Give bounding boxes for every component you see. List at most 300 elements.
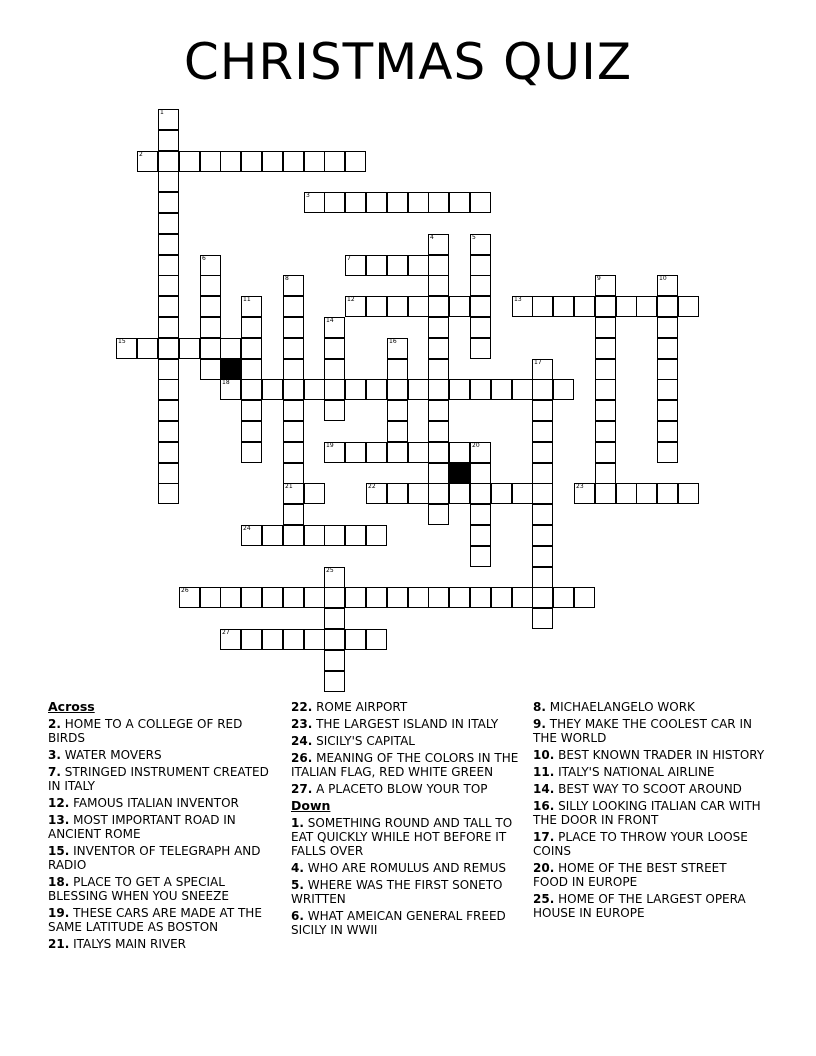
grid-cell[interactable] bbox=[657, 317, 678, 338]
grid-cell[interactable] bbox=[200, 317, 221, 338]
grid-cell[interactable] bbox=[241, 338, 262, 359]
grid-cell[interactable] bbox=[449, 296, 470, 317]
grid-cell[interactable] bbox=[428, 587, 449, 608]
grid-cell[interactable] bbox=[470, 379, 491, 400]
grid-cell[interactable] bbox=[387, 255, 408, 276]
grid-cell[interactable] bbox=[657, 379, 678, 400]
grid-cell[interactable] bbox=[595, 296, 616, 317]
grid-cell[interactable] bbox=[324, 525, 345, 546]
clue-number: 19 bbox=[326, 442, 334, 449]
grid-cell[interactable] bbox=[595, 379, 616, 400]
grid-cell[interactable] bbox=[345, 587, 366, 608]
grid-cell[interactable] bbox=[241, 442, 262, 463]
clue-number-label: 13. bbox=[48, 813, 70, 827]
grid-cell[interactable] bbox=[428, 192, 449, 213]
grid-cell[interactable] bbox=[241, 587, 262, 608]
grid-cell[interactable] bbox=[408, 587, 429, 608]
grid-cell[interactable] bbox=[512, 483, 533, 504]
clue-section-header: Across bbox=[48, 699, 95, 714]
clue-number: 25 bbox=[326, 567, 334, 574]
grid-cell[interactable] bbox=[470, 546, 491, 567]
clue-number: 10 bbox=[659, 275, 667, 282]
grid-cell[interactable] bbox=[657, 338, 678, 359]
grid-cell[interactable] bbox=[553, 379, 574, 400]
grid-cell[interactable] bbox=[616, 483, 637, 504]
grid-cell[interactable] bbox=[283, 442, 304, 463]
grid-cell[interactable] bbox=[283, 463, 304, 484]
grid-cell[interactable] bbox=[366, 255, 387, 276]
clue-item bbox=[533, 700, 765, 714]
clue-number: 11 bbox=[243, 296, 251, 303]
clue-text: PLACE TO THROW YOUR LOOSE COINS bbox=[533, 830, 748, 858]
grid-cell[interactable] bbox=[408, 255, 429, 276]
clue-text: WATER MOVERS bbox=[64, 748, 162, 762]
grid-cell[interactable] bbox=[595, 421, 616, 442]
clue-number-label: 3. bbox=[48, 748, 61, 762]
grid-cell[interactable] bbox=[657, 359, 678, 380]
grid-cell[interactable] bbox=[532, 379, 553, 400]
clue-number: 22 bbox=[368, 483, 376, 490]
grid-cell[interactable] bbox=[200, 338, 221, 359]
grid-cell[interactable] bbox=[387, 379, 408, 400]
grid-cell[interactable] bbox=[595, 317, 616, 338]
grid-cell[interactable] bbox=[158, 463, 179, 484]
clue-number-label: 7. bbox=[48, 765, 61, 779]
grid-cell[interactable] bbox=[428, 421, 449, 442]
grid-cell[interactable] bbox=[428, 463, 449, 484]
clue-number-label: 18. bbox=[48, 875, 70, 889]
clue-text: PLACE TO GET A SPECIAL BLESSING WHEN YOU SNEEZE bbox=[48, 875, 229, 903]
grid-cell[interactable] bbox=[283, 587, 304, 608]
clue-number: 24 bbox=[243, 525, 251, 532]
clue-text: ITALY'S NATIONAL AIRLINE bbox=[558, 765, 715, 779]
clue-number-label: 5. bbox=[291, 878, 304, 892]
clue-number: 18 bbox=[222, 379, 230, 386]
grid-cell[interactable] bbox=[470, 483, 491, 504]
grid-cell[interactable] bbox=[449, 379, 470, 400]
grid-cell[interactable] bbox=[470, 255, 491, 276]
grid-cell[interactable] bbox=[304, 379, 325, 400]
clue-text: HOME OF THE LARGEST OPERA HOUSE IN EUROPE bbox=[533, 892, 746, 920]
grid-cell[interactable] bbox=[408, 192, 429, 213]
grid-cell[interactable] bbox=[324, 650, 345, 671]
grid-cell[interactable] bbox=[657, 296, 678, 317]
clue-number-label: 16. bbox=[533, 799, 555, 813]
grid-cell[interactable] bbox=[491, 483, 512, 504]
grid-cell[interactable] bbox=[345, 442, 366, 463]
grid-cell[interactable] bbox=[345, 192, 366, 213]
clue-text: SICILY'S CAPITAL bbox=[316, 734, 415, 748]
grid-cell[interactable] bbox=[491, 587, 512, 608]
clue-number-label: 1. bbox=[291, 816, 304, 830]
grid-cell[interactable] bbox=[324, 608, 345, 629]
grid-cell[interactable] bbox=[241, 421, 262, 442]
clue-text: MEANING OF THE COLORS IN THE ITALIAN FLAG, RED WHITE GREEN bbox=[291, 751, 519, 779]
clue-item bbox=[533, 861, 765, 889]
clue-number: 2 bbox=[139, 151, 143, 158]
grid-cell[interactable] bbox=[283, 151, 304, 172]
grid-cell[interactable] bbox=[636, 483, 657, 504]
clue-number-label: 17. bbox=[533, 830, 555, 844]
grid-cell[interactable] bbox=[387, 483, 408, 504]
grid-cell[interactable] bbox=[408, 296, 429, 317]
grid-cell[interactable] bbox=[678, 296, 699, 317]
grid-cell[interactable] bbox=[470, 192, 491, 213]
grid-cell[interactable] bbox=[428, 255, 449, 276]
grid-cell[interactable] bbox=[158, 213, 179, 234]
grid-cell[interactable] bbox=[345, 629, 366, 650]
clue-item bbox=[48, 748, 280, 762]
clue-item bbox=[48, 717, 280, 745]
grid-cell[interactable] bbox=[262, 525, 283, 546]
clue-item bbox=[291, 751, 523, 779]
clue-item bbox=[48, 875, 280, 903]
clue-text: MOST IMPORTANT ROAD IN ANCIENT ROME bbox=[48, 813, 236, 841]
grid-cell[interactable] bbox=[491, 379, 512, 400]
grid-cell[interactable] bbox=[158, 130, 179, 151]
grid-cell[interactable] bbox=[158, 275, 179, 296]
clue-number-label: 9. bbox=[533, 717, 546, 731]
grid-cell[interactable] bbox=[283, 629, 304, 650]
clue-text: HOME TO A COLLEGE OF RED BIRDS bbox=[48, 717, 243, 745]
clue-item bbox=[291, 861, 523, 875]
clue-number-label: 14. bbox=[533, 782, 555, 796]
grid-cell[interactable] bbox=[283, 525, 304, 546]
grid-cell[interactable] bbox=[283, 296, 304, 317]
grid-cell[interactable] bbox=[179, 338, 200, 359]
clue-number: 20 bbox=[472, 442, 480, 449]
clue-text: STRINGED INSTRUMENT CREATED IN ITALY bbox=[48, 765, 269, 793]
clue-number: 8 bbox=[285, 275, 289, 282]
grid-cell[interactable] bbox=[387, 400, 408, 421]
clue-number-label: 27. bbox=[291, 782, 313, 796]
grid-cell[interactable] bbox=[532, 525, 553, 546]
grid-cell[interactable] bbox=[158, 442, 179, 463]
grid-cell[interactable] bbox=[366, 379, 387, 400]
grid-cell[interactable] bbox=[200, 587, 221, 608]
grid-cell[interactable] bbox=[283, 400, 304, 421]
grid-cell[interactable] bbox=[470, 504, 491, 525]
grid-cell[interactable] bbox=[200, 151, 221, 172]
clue-item bbox=[533, 782, 765, 796]
grid-cell[interactable] bbox=[158, 192, 179, 213]
grid-cell[interactable] bbox=[283, 421, 304, 442]
grid-cell[interactable] bbox=[220, 151, 241, 172]
grid-cell[interactable] bbox=[345, 379, 366, 400]
clue-number-label: 2. bbox=[48, 717, 61, 731]
grid-cell[interactable] bbox=[449, 192, 470, 213]
clue-number-label: 23. bbox=[291, 717, 313, 731]
grid-cell[interactable] bbox=[366, 296, 387, 317]
grid-cell[interactable] bbox=[241, 629, 262, 650]
grid-cell[interactable] bbox=[470, 587, 491, 608]
clue-number-label: 20. bbox=[533, 861, 555, 875]
grid-cell[interactable] bbox=[324, 379, 345, 400]
grid-cell[interactable] bbox=[532, 504, 553, 525]
clue-number-label: 11. bbox=[533, 765, 555, 779]
grid-cell[interactable] bbox=[200, 359, 221, 380]
grid-cell[interactable] bbox=[304, 525, 325, 546]
clue-text: MICHAELANGELO WORK bbox=[549, 700, 695, 714]
clue-number: 3 bbox=[306, 192, 310, 199]
grid-cell[interactable] bbox=[532, 483, 553, 504]
clue-number: 9 bbox=[597, 275, 601, 282]
clue-text: WHERE WAS THE FIRST SONETO WRITTEN bbox=[291, 878, 503, 906]
grid-cell[interactable] bbox=[532, 608, 553, 629]
grid-cell[interactable] bbox=[241, 379, 262, 400]
clue-item bbox=[291, 909, 523, 937]
grid-cell[interactable] bbox=[283, 359, 304, 380]
grid-cell[interactable] bbox=[366, 629, 387, 650]
grid-cell[interactable] bbox=[324, 587, 345, 608]
grid-cell[interactable] bbox=[324, 359, 345, 380]
clue-number: 26 bbox=[181, 587, 189, 594]
grid-cell[interactable] bbox=[512, 587, 533, 608]
grid-cell[interactable] bbox=[532, 463, 553, 484]
clue-number-label: 6. bbox=[291, 909, 304, 923]
clue-item bbox=[291, 878, 523, 906]
clue-item bbox=[533, 748, 765, 762]
clues-column-1 bbox=[48, 700, 280, 954]
grid-cell[interactable] bbox=[657, 442, 678, 463]
grid-cell[interactable] bbox=[158, 255, 179, 276]
grid-cell[interactable] bbox=[158, 379, 179, 400]
clue-text: INVENTOR OF TELEGRAPH AND RADIO bbox=[48, 844, 261, 872]
clue-number: 16 bbox=[389, 338, 397, 345]
grid-cell[interactable] bbox=[574, 587, 595, 608]
grid-cell[interactable] bbox=[553, 296, 574, 317]
grid-cell[interactable] bbox=[574, 296, 595, 317]
clue-number-label: 21. bbox=[48, 937, 70, 951]
grid-cell[interactable] bbox=[241, 151, 262, 172]
clue-number-label: 25. bbox=[533, 892, 555, 906]
grid-cell[interactable] bbox=[387, 421, 408, 442]
grid-cell[interactable] bbox=[158, 317, 179, 338]
clue-number: 14 bbox=[326, 317, 334, 324]
grid-cell[interactable] bbox=[241, 400, 262, 421]
grid-cell[interactable] bbox=[387, 296, 408, 317]
grid-cell[interactable] bbox=[324, 671, 345, 692]
grid-cell[interactable] bbox=[636, 296, 657, 317]
grid-cell[interactable] bbox=[616, 296, 637, 317]
clue-item bbox=[533, 799, 765, 827]
clue-item bbox=[291, 700, 523, 714]
grid-cell[interactable] bbox=[657, 400, 678, 421]
grid-cell[interactable] bbox=[595, 483, 616, 504]
grid-cell[interactable] bbox=[262, 379, 283, 400]
clue-item bbox=[48, 844, 280, 872]
black-cell bbox=[220, 359, 241, 380]
clue-number: 23 bbox=[576, 483, 584, 490]
grid-cell[interactable] bbox=[428, 338, 449, 359]
grid-cell[interactable] bbox=[283, 317, 304, 338]
grid-cell[interactable] bbox=[532, 546, 553, 567]
grid-cell[interactable] bbox=[553, 587, 574, 608]
clue-number: 1 bbox=[160, 109, 164, 116]
clue-number-label: 24. bbox=[291, 734, 313, 748]
grid-cell[interactable] bbox=[387, 442, 408, 463]
grid-cell[interactable] bbox=[200, 275, 221, 296]
clue-section-header: Down bbox=[291, 798, 331, 813]
grid-cell[interactable] bbox=[449, 587, 470, 608]
clue-item bbox=[533, 765, 765, 779]
clue-number: 6 bbox=[202, 255, 206, 262]
clue-item bbox=[291, 717, 523, 731]
grid-cell[interactable] bbox=[262, 151, 283, 172]
grid-cell[interactable] bbox=[470, 463, 491, 484]
grid-cell[interactable] bbox=[657, 421, 678, 442]
grid-cell[interactable] bbox=[366, 192, 387, 213]
clue-text: THE LARGEST ISLAND IN ITALY bbox=[316, 717, 499, 731]
grid-cell[interactable] bbox=[595, 359, 616, 380]
grid-cell[interactable] bbox=[241, 317, 262, 338]
grid-cell[interactable] bbox=[595, 463, 616, 484]
page-title: CHRISTMAS QUIZ bbox=[183, 33, 633, 91]
grid-cell[interactable] bbox=[428, 504, 449, 525]
clue-item bbox=[291, 782, 523, 796]
clue-item bbox=[48, 906, 280, 934]
grid-cell[interactable] bbox=[366, 525, 387, 546]
grid-cell[interactable] bbox=[158, 171, 179, 192]
grid-cell[interactable] bbox=[158, 338, 179, 359]
grid-cell[interactable] bbox=[470, 317, 491, 338]
grid-cell[interactable] bbox=[449, 483, 470, 504]
grid-cell[interactable] bbox=[449, 442, 470, 463]
grid-cell[interactable] bbox=[595, 442, 616, 463]
grid-cell[interactable] bbox=[428, 379, 449, 400]
grid-cell[interactable] bbox=[532, 296, 553, 317]
grid-cell[interactable] bbox=[262, 629, 283, 650]
grid-cell[interactable] bbox=[137, 338, 158, 359]
grid-cell[interactable] bbox=[366, 587, 387, 608]
grid-cell[interactable] bbox=[470, 338, 491, 359]
clue-text: WHAT AMEICAN GENERAL FREED SICILY IN WWII bbox=[291, 909, 506, 937]
clues-column-3 bbox=[533, 700, 765, 923]
grid-cell[interactable] bbox=[408, 379, 429, 400]
grid-cell[interactable] bbox=[345, 151, 366, 172]
clue-item bbox=[533, 892, 765, 920]
clue-text: FAMOUS ITALIAN INVENTOR bbox=[73, 796, 239, 810]
clue-number: 17 bbox=[534, 359, 542, 366]
grid-cell[interactable] bbox=[324, 151, 345, 172]
grid-cell[interactable] bbox=[158, 151, 179, 172]
clue-item bbox=[291, 734, 523, 748]
grid-cell[interactable] bbox=[262, 587, 283, 608]
clue-text: BEST KNOWN TRADER IN HISTORY bbox=[558, 748, 765, 762]
grid-cell[interactable] bbox=[283, 504, 304, 525]
clue-item bbox=[48, 813, 280, 841]
clue-number: 15 bbox=[118, 338, 126, 345]
grid-cell[interactable] bbox=[387, 192, 408, 213]
grid-cell[interactable] bbox=[304, 629, 325, 650]
grid-cell[interactable] bbox=[428, 317, 449, 338]
grid-cell[interactable] bbox=[304, 151, 325, 172]
grid-cell[interactable] bbox=[428, 442, 449, 463]
grid-cell[interactable] bbox=[366, 442, 387, 463]
grid-cell[interactable] bbox=[408, 483, 429, 504]
clue-item bbox=[533, 717, 765, 745]
grid-cell[interactable] bbox=[283, 379, 304, 400]
clue-number-label: 15. bbox=[48, 844, 70, 858]
clue-text: SOMETHING ROUND AND TALL TO EAT QUICKLY WHILE HOT BEFORE IT FALLS OVER bbox=[291, 816, 513, 858]
black-cell bbox=[449, 463, 470, 484]
grid-cell[interactable] bbox=[158, 359, 179, 380]
clue-number: 13 bbox=[514, 296, 522, 303]
grid-cell[interactable] bbox=[158, 400, 179, 421]
clue-item bbox=[48, 796, 280, 810]
grid-cell[interactable] bbox=[532, 587, 553, 608]
grid-cell[interactable] bbox=[532, 442, 553, 463]
grid-cell[interactable] bbox=[324, 338, 345, 359]
grid-cell[interactable] bbox=[428, 275, 449, 296]
grid-cell[interactable] bbox=[532, 400, 553, 421]
clue-number-label: 8. bbox=[533, 700, 546, 714]
clue-text: BEST WAY TO SCOOT AROUND bbox=[558, 782, 742, 796]
grid-cell[interactable] bbox=[324, 629, 345, 650]
clue-text: ROME AIRPORT bbox=[316, 700, 408, 714]
clue-number-label: 12. bbox=[48, 796, 70, 810]
grid-cell[interactable] bbox=[595, 400, 616, 421]
clue-number-label: 19. bbox=[48, 906, 70, 920]
clue-item bbox=[48, 765, 280, 793]
grid-cell[interactable] bbox=[408, 442, 429, 463]
grid-cell[interactable] bbox=[428, 359, 449, 380]
grid-cell[interactable] bbox=[532, 567, 553, 588]
grid-cell[interactable] bbox=[345, 525, 366, 546]
clue-number-label: 4. bbox=[291, 861, 304, 875]
grid-cell[interactable] bbox=[428, 483, 449, 504]
clue-text: SILLY LOOKING ITALIAN CAR WITH THE DOOR IN FRONT bbox=[533, 799, 761, 827]
clue-text: A PLACETO BLOW YOUR TOP bbox=[316, 782, 488, 796]
grid-cell[interactable] bbox=[158, 234, 179, 255]
grid-cell[interactable] bbox=[470, 296, 491, 317]
clue-number: 27 bbox=[222, 629, 230, 636]
grid-cell[interactable] bbox=[595, 338, 616, 359]
grid-cell[interactable] bbox=[532, 421, 553, 442]
grid-cell[interactable] bbox=[470, 525, 491, 546]
grid-cell[interactable] bbox=[428, 296, 449, 317]
clue-number-label: 10. bbox=[533, 748, 555, 762]
clue-item bbox=[533, 830, 765, 858]
clue-number: 12 bbox=[347, 296, 355, 303]
grid-cell[interactable] bbox=[241, 359, 262, 380]
grid-cell[interactable] bbox=[158, 421, 179, 442]
grid-cell[interactable] bbox=[470, 275, 491, 296]
grid-cell[interactable] bbox=[678, 483, 699, 504]
grid-cell[interactable] bbox=[387, 587, 408, 608]
grid-cell[interactable] bbox=[283, 338, 304, 359]
clue-text: THESE CARS ARE MADE AT THE SAME LATITUDE AS BOSTON bbox=[48, 906, 262, 934]
clue-text: HOME OF THE BEST STREET FOOD IN EUROPE bbox=[533, 861, 727, 889]
grid-cell[interactable] bbox=[428, 400, 449, 421]
grid-cell[interactable] bbox=[657, 483, 678, 504]
grid-cell[interactable] bbox=[200, 296, 221, 317]
grid-cell[interactable] bbox=[324, 400, 345, 421]
grid-cell[interactable] bbox=[387, 359, 408, 380]
grid-cell[interactable] bbox=[158, 483, 179, 504]
grid-cell[interactable] bbox=[220, 587, 241, 608]
grid-cell[interactable] bbox=[512, 379, 533, 400]
clue-number-label: 26. bbox=[291, 751, 313, 765]
grid-cell[interactable] bbox=[304, 483, 325, 504]
clue-number: 4 bbox=[430, 234, 434, 241]
grid-cell[interactable] bbox=[324, 192, 345, 213]
grid-cell[interactable] bbox=[158, 296, 179, 317]
grid-cell[interactable] bbox=[220, 338, 241, 359]
grid-cell[interactable] bbox=[179, 151, 200, 172]
clue-number: 7 bbox=[347, 255, 351, 262]
grid-cell[interactable] bbox=[304, 587, 325, 608]
